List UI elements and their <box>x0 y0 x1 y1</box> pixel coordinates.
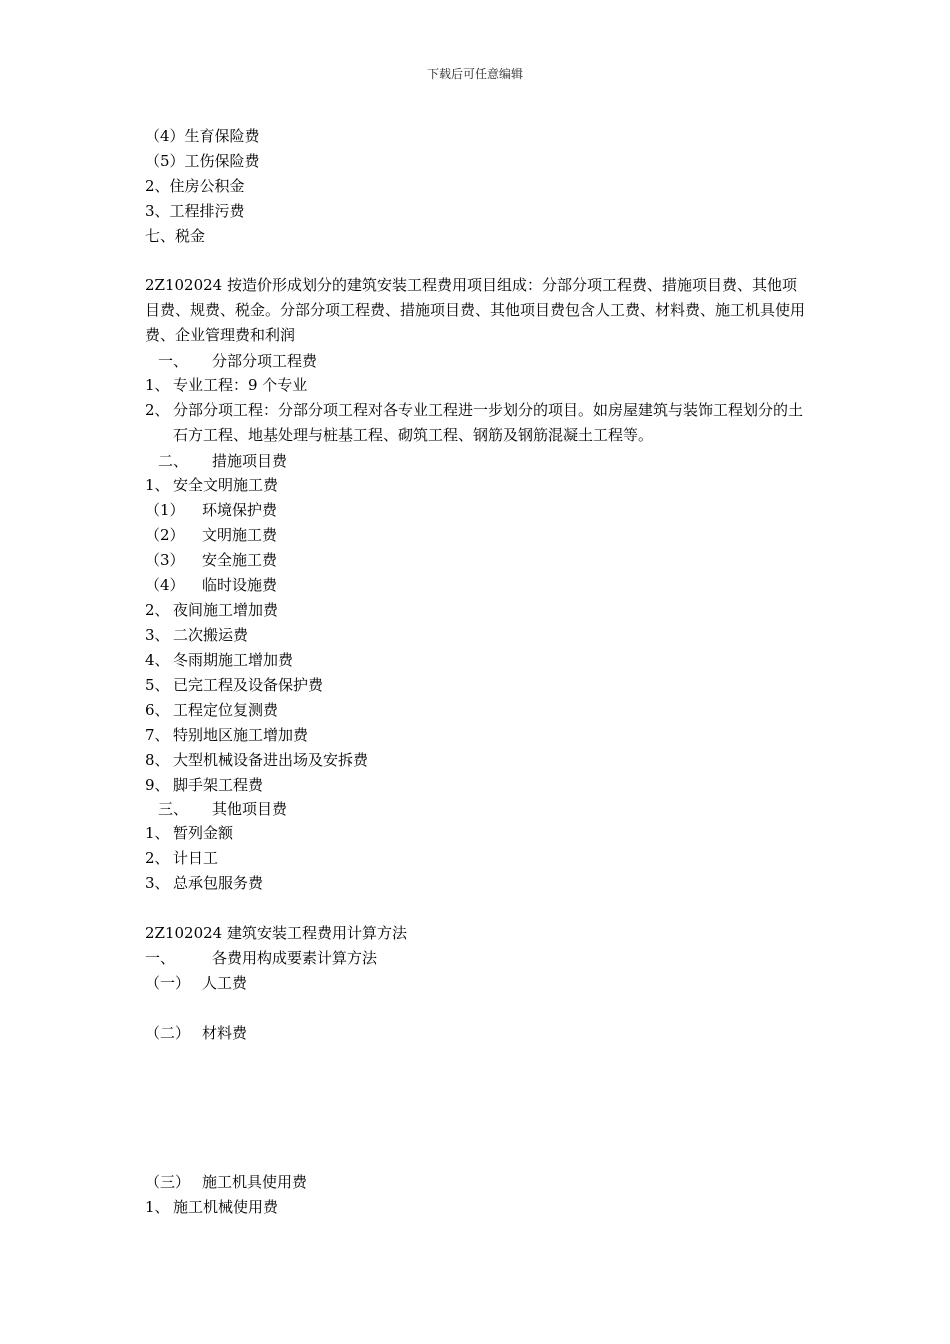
item-number: 七、 <box>145 227 176 245</box>
list-item <box>145 725 308 745</box>
item-text: 住房公积金 <box>169 177 245 195</box>
heading-title: 分部分项工程费 <box>212 352 318 370</box>
list-item <box>145 1197 278 1217</box>
list-item <box>145 750 368 770</box>
heading-title: 措施项目费 <box>212 452 288 470</box>
heading-number: （二） <box>145 1024 191 1042</box>
heading-number: （一） <box>145 974 191 992</box>
heading-title: 人工费 <box>202 974 248 992</box>
list-item <box>145 873 263 893</box>
list-item <box>145 625 248 645</box>
item-text: 总承包服务费 <box>173 874 264 892</box>
item-number: （4） <box>145 127 185 145</box>
item-text: 大型机械设备进出场及安拆费 <box>173 751 369 769</box>
sub-heading <box>145 1023 247 1043</box>
item-number: 1、 <box>145 824 170 842</box>
heading-title: 其他项目费 <box>212 800 288 818</box>
section-title: 2Z102024 建筑安装工程费用计算方法 <box>145 924 407 942</box>
item-number: （2） <box>145 526 185 544</box>
item-number: 3、 <box>145 202 170 220</box>
heading-title: 各费用构成要素计算方法 <box>212 949 378 967</box>
item-number: （4） <box>145 576 185 594</box>
list-item <box>145 848 218 868</box>
list-item <box>145 650 293 670</box>
heading-number: 三、 <box>158 800 189 818</box>
item-text: 环境保护费 <box>202 501 278 519</box>
list-item <box>145 176 245 196</box>
item-text: 二次搬运费 <box>173 626 249 644</box>
heading-title: 材料费 <box>202 1024 248 1042</box>
heading-number: 一、 <box>145 949 176 967</box>
item-text: 安全文明施工费 <box>173 476 279 494</box>
item-number: 1、 <box>145 1198 170 1216</box>
item-number: 2、 <box>145 601 170 619</box>
item-text: 冬雨期施工增加费 <box>173 651 294 669</box>
item-number: 2、 <box>145 177 170 195</box>
item-text: 已完工程及设备保护费 <box>173 676 324 694</box>
list-item <box>145 775 263 795</box>
item-number: 8、 <box>145 751 170 769</box>
part1-heading <box>145 948 377 968</box>
list-item <box>145 398 810 448</box>
item-text: 税金 <box>175 227 206 245</box>
heading-title: 施工机具使用费 <box>202 1173 308 1191</box>
item-text: 生育保险费 <box>184 127 260 145</box>
item-text: 脚手架工程费 <box>173 776 264 794</box>
sub-list-item <box>145 525 277 545</box>
list-item <box>145 151 260 171</box>
part1-heading <box>158 351 317 371</box>
item-number: 2、 <box>145 849 170 867</box>
sub-heading <box>145 973 247 993</box>
part3-heading <box>158 799 287 819</box>
list-item <box>145 475 278 495</box>
item-text: 工伤保险费 <box>184 152 260 170</box>
list-item <box>145 375 307 395</box>
item-number: 1、 <box>145 476 170 494</box>
part2-heading <box>158 451 287 471</box>
item-text: 工程排污费 <box>169 202 245 220</box>
item-text: 临时设施费 <box>202 576 278 594</box>
sub-list-item <box>145 550 277 570</box>
section-intro-paragraph: 2Z102024 按造价形成划分的建筑安装工程费用项目组成：分部分项工程费、措施项目费、其他项目费、规费、税金。分部分项工程费、措施项目费、其他项目费包含人工费、材料费、施工机具使用费、企业管理费和利润 <box>145 276 806 344</box>
list-item <box>145 700 278 720</box>
list-item <box>145 823 233 843</box>
item-number: 3、 <box>145 874 170 892</box>
sub-heading <box>145 1172 307 1192</box>
item-number: （5） <box>145 152 185 170</box>
sub-list-item <box>145 500 277 520</box>
list-item <box>145 126 260 146</box>
item-number: （3） <box>145 551 185 569</box>
item-number: 3、 <box>145 626 170 644</box>
list-item <box>145 675 323 695</box>
item-number: 5、 <box>145 676 170 694</box>
item-number: 4、 <box>145 651 170 669</box>
item-text: 夜间施工增加费 <box>173 601 279 619</box>
item-text: 安全施工费 <box>202 551 278 569</box>
item-text: 施工机械使用费 <box>173 1198 279 1216</box>
item-text: 专业工程：9 个专业 <box>173 376 308 394</box>
item-text: 工程定位复测费 <box>173 701 279 719</box>
list-item <box>145 226 205 246</box>
item-number: 1、 <box>145 376 170 394</box>
item-number: 9、 <box>145 776 170 794</box>
item-text: 暂列金额 <box>173 824 234 842</box>
item-text: 文明施工费 <box>202 526 278 544</box>
heading-number: 一、 <box>158 352 189 370</box>
header-note: 下载后可任意编辑 <box>426 67 523 81</box>
item-number: 7、 <box>145 726 170 744</box>
item-text: 分部分项工程：分部分项工程对各专业工程进一步划分的项目。如房屋建筑与装饰工程划分的土石方工程、地基处理与桩基工程、砌筑工程、钢筋及钢筋混凝土工程等。 <box>173 401 804 444</box>
heading-number: 二、 <box>158 452 189 470</box>
list-item <box>145 600 278 620</box>
sub-list-item <box>145 575 277 595</box>
heading-number: （三） <box>145 1173 191 1191</box>
item-text: 特别地区施工增加费 <box>173 726 309 744</box>
item-number: 2、 <box>145 401 170 419</box>
item-number: （1） <box>145 501 185 519</box>
item-text: 计日工 <box>173 849 219 867</box>
list-item <box>145 201 245 221</box>
item-number: 6、 <box>145 701 170 719</box>
